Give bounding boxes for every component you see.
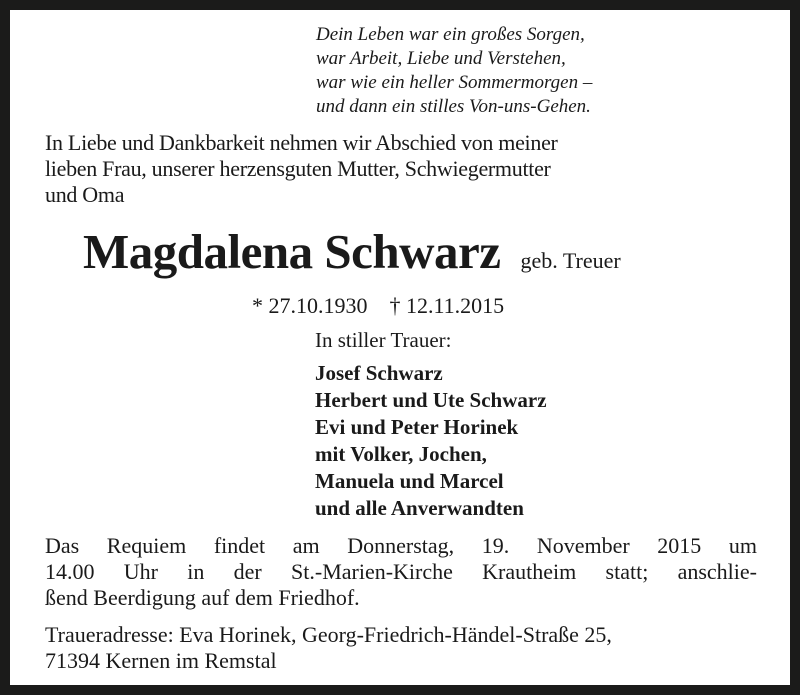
mourner-line: Evi und Peter Horinek — [315, 415, 519, 439]
birth-date: * 27.10.1930 — [252, 293, 368, 318]
memorial-poem — [316, 23, 592, 119]
mourner-line: und alle Anverwandten — [315, 496, 524, 520]
intro-line: lieben Frau, unserer herzensguten Mutter, Schwiegermutter — [45, 156, 551, 181]
address-line: 71394 Kernen im Remstal — [45, 648, 277, 673]
intro-line: und Oma — [45, 182, 125, 207]
mourner-line: Herbert und Ute Schwarz — [315, 388, 547, 412]
maiden-name: geb. Treuer — [520, 248, 621, 273]
mourners-list — [315, 360, 547, 522]
address-line: Traueradresse: Eva Horinek, Georg-Friedrich-Händel-Straße 25, — [45, 622, 612, 647]
life-dates — [252, 293, 504, 319]
poem-line: Dein Leben war ein großes Sorgen, — [316, 24, 585, 45]
deceased-name-row — [83, 223, 621, 280]
death-date: † 12.11.2015 — [389, 293, 505, 318]
intro-text — [45, 130, 765, 208]
mourner-line: Manuela und Marcel — [315, 469, 504, 493]
mourning-address — [45, 622, 612, 674]
requiem-line: ßend Beerdigung auf dem Friedhof. — [45, 585, 360, 610]
requiem-line: 14.00 Uhr in der St.-Marien-Kirche Krautheim statt; anschlie- — [45, 559, 757, 584]
mourner-line: mit Volker, Jochen, — [315, 442, 487, 466]
intro-line: In Liebe und Dankbarkeit nehmen wir Abschied von meiner — [45, 130, 558, 155]
requiem-line: Das Requiem findet am Donnerstag, 19. November 2015 um — [45, 533, 757, 558]
mourners-label: In stiller Trauer: — [315, 328, 452, 352]
obituary-notice — [10, 10, 790, 685]
requiem-info — [45, 533, 757, 611]
mourner-line: Josef Schwarz — [315, 361, 443, 385]
poem-line: war wie ein heller Sommermorgen – — [316, 72, 593, 93]
poem-line: war Arbeit, Liebe und Verstehen, — [316, 48, 566, 69]
deceased-name: Magdalena Schwarz — [83, 224, 501, 279]
poem-line: und dann ein stilles Von-uns-Gehen. — [316, 96, 591, 117]
